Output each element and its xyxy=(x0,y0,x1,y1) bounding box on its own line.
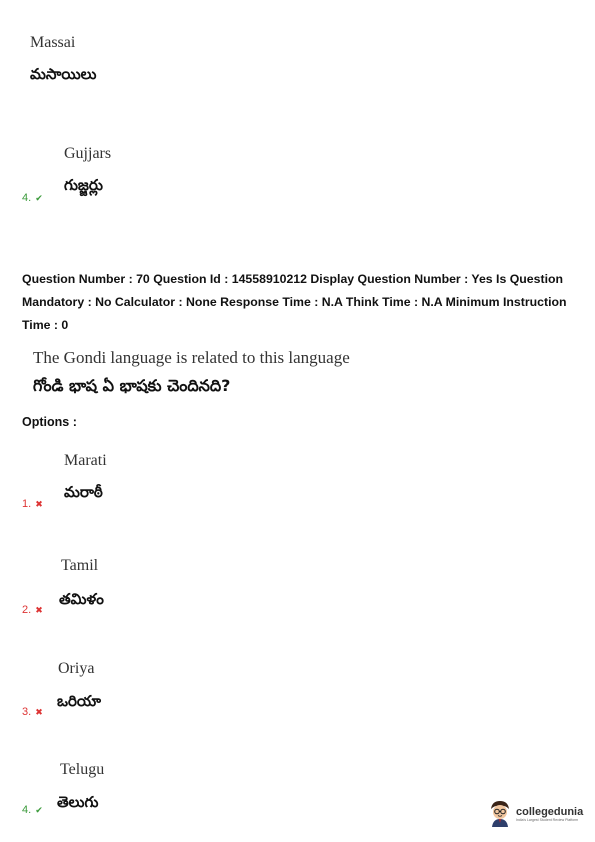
option-4-marker xyxy=(22,804,43,816)
prev-option-4-marker xyxy=(22,192,43,204)
prev-option-4-telugu: గుజ్జర్లు xyxy=(64,176,103,194)
mascot-icon xyxy=(488,800,512,828)
option-2-marker xyxy=(22,604,43,616)
option-1-telugu: మరాఠీ xyxy=(64,483,103,501)
option-3-telugu: ఒరియా xyxy=(57,692,101,710)
prev-option-4-english: Gujjars xyxy=(64,145,112,162)
option-4-english: Telugu xyxy=(60,761,105,778)
logo-tagline: India's Largest Student Review Platform xyxy=(516,817,579,822)
option-4-telugu: తెలుగు xyxy=(57,793,99,811)
option-2-english: Tamil xyxy=(61,557,99,574)
option-3-english: Oriya xyxy=(58,660,95,677)
option-number: 4. xyxy=(22,804,32,816)
option-number: 2. xyxy=(22,604,32,616)
option-number: 4. xyxy=(22,192,32,204)
question-text-english: The Gondi language is related to this language xyxy=(33,348,350,367)
options-label: Options : xyxy=(22,415,77,429)
option-2-telugu: తమిళం xyxy=(59,590,104,608)
question-text-telugu: గోండి భాష ఏ భాషకు చెందినది? xyxy=(33,376,231,395)
cross-icon: ✖ xyxy=(35,604,43,615)
option-number: 1. xyxy=(22,498,32,510)
option-1-english: Marati xyxy=(64,452,107,469)
logo-name: collegedunia xyxy=(516,805,584,818)
question-meta: Question Number : 70 Question Id : 14558910212 Display Question Number : Yes Is Question Mandatory : No Calculator : None Response Time : N.A Think Time : N.A Minimum Instruction Time : 0 xyxy=(22,272,567,332)
prev-option-3-telugu: మసాయిలు xyxy=(30,65,97,83)
collegedunia-logo xyxy=(488,800,583,828)
cross-icon: ✖ xyxy=(35,498,43,509)
cross-icon: ✖ xyxy=(35,706,43,717)
option-3-marker xyxy=(22,706,43,718)
option-1-marker xyxy=(22,498,43,510)
option-number: 3. xyxy=(22,706,32,718)
check-icon: ✔ xyxy=(35,804,43,815)
check-icon: ✔ xyxy=(35,192,43,203)
prev-option-3-english: Massai xyxy=(30,34,76,51)
